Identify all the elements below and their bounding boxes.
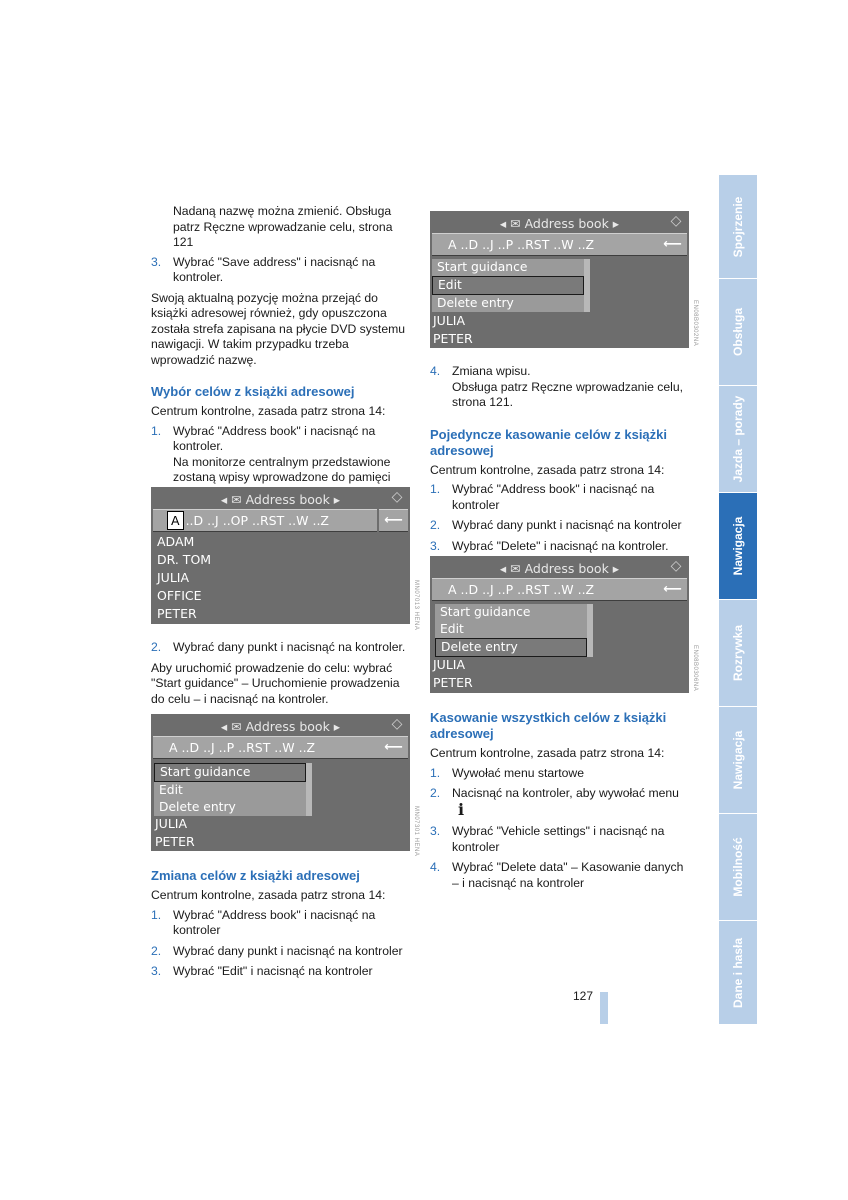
control-center-text: Centrum kontrolne, zasada patrz strona 14: — [430, 462, 665, 477]
list-item: 3. Wybrać "Save address" i nacisnąć na kontroler. — [151, 254, 376, 284]
section-heading-select: Wybór celów z książki adresowej — [151, 384, 355, 399]
alphabet-bar[interactable]: A ..D ..J ..OP ..RST ..W ..Z — [153, 509, 377, 532]
list-item: 1. Wybrać "Address book" i nacisnąć na kontroler. Na monitorze centralnym przedstawione zostaną wpisy wprowadzone do pamięci — [151, 423, 391, 484]
controller-icon: ◇ — [670, 213, 682, 229]
tab-nawigacja[interactable]: Nawigacja — [719, 707, 757, 814]
tab-mobilnosc[interactable]: Mobilność — [719, 814, 757, 921]
list-item: 1. Wybrać "Address book" i nacisnąć na kontroler — [151, 907, 376, 937]
info-icon: i — [458, 799, 465, 819]
alphabet-bar[interactable]: A ..D ..J ..P ..RST ..W ..Z — [432, 233, 658, 256]
enter-button[interactable]: ⟵ — [658, 233, 687, 256]
screen-title: ◂ ✉ Address book ▸ — [220, 719, 341, 734]
controller-icon: ◇ — [670, 558, 682, 574]
control-center-text: Centrum kontrolne, zasada patrz strona 14: — [151, 404, 386, 418]
address-book-screen-1 — [151, 487, 410, 624]
list-item: 1. Wywołać menu startowe — [430, 765, 584, 780]
image-code: MN07013 HENA — [413, 580, 419, 631]
menu-item-start-guidance[interactable]: Start guidance — [440, 605, 531, 619]
controller-icon: ◇ — [391, 716, 403, 732]
menu-item-start-guidance[interactable]: Start guidance — [154, 763, 306, 782]
list-item[interactable]: PETER — [433, 675, 473, 690]
list-item[interactable]: ADAM — [157, 534, 195, 549]
menu-item-edit[interactable]: Edit — [440, 622, 464, 636]
context-menu — [154, 763, 312, 816]
menu-item-edit[interactable]: Edit — [159, 783, 183, 797]
list-item: 2. Wybrać dany punkt i nacisnąć na kontroler — [151, 943, 403, 958]
intro-text: Nadaną nazwę można zmienić. Obsługa patrz Ręczne wprowadzanie celu, strona 121 — [173, 204, 393, 249]
controller-icon: ◇ — [391, 489, 403, 505]
list-item: 2. Wybrać dany punkt i nacisnąć na kontroler. — [151, 640, 406, 654]
list-item: 2. Nacisnąć na kontroler, aby wywołać menu i — [430, 786, 679, 819]
list-item: 4. Wybrać "Delete data" – Kasowanie danych – i nacisnąć na kontroler — [430, 860, 684, 890]
control-center-text: Centrum kontrolne, zasada patrz strona 14: — [430, 746, 665, 760]
tab-rozrywka[interactable]: Rozrywka — [719, 600, 757, 707]
current-position-paragraph: Swoją aktualną pozycję można przejąć do książki adresowej również, gdy opuszczona została strefa zapisana na płycie DVD systemu nawigacji. W takim przypadku trzeba wprowadzić nazwę. — [151, 290, 406, 367]
address-book-screen-2 — [151, 714, 410, 851]
list-item[interactable]: JULIA — [433, 657, 466, 672]
screen-title: ◂ ✉ Address book ▸ — [499, 561, 620, 576]
page-number: 127 — [573, 989, 594, 1003]
menu-item-delete-entry[interactable]: Delete entry — [437, 296, 514, 310]
list-item: 4. Zmiana wpisu. Obsługa patrz Ręczne wprowadzanie celu, strona 121. — [430, 364, 684, 409]
enter-button[interactable]: ⟵ — [379, 509, 408, 532]
address-book-screen-3 — [430, 211, 689, 348]
list-item[interactable]: JULIA — [155, 816, 188, 831]
menu-item-delete-entry[interactable]: Delete entry — [159, 800, 236, 814]
enter-button[interactable]: ⟵ — [658, 578, 687, 601]
list-item[interactable]: PETER — [157, 606, 197, 621]
menu-item-edit[interactable]: Edit — [432, 276, 584, 295]
context-menu — [435, 604, 593, 657]
image-code: EN08B0302NA — [692, 300, 698, 347]
list-item: 3. Wybrać "Edit" i nacisnąć na kontroler — [151, 964, 373, 978]
start-guidance-paragraph: Aby uruchomić prowadzenie do celu: wybrać "Start guidance" – Uruchomienie prowadzenia do celu – i nacisnąć na kontroler. — [151, 660, 400, 706]
context-menu — [432, 259, 590, 312]
list-item[interactable]: PETER — [433, 331, 473, 346]
alphabet-bar[interactable]: A ..D ..J ..P ..RST ..W ..Z — [432, 578, 658, 601]
tab-dane-i-hasla[interactable]: Dane i hasła — [719, 921, 757, 1025]
list-item[interactable]: OFFICE — [157, 588, 202, 603]
list-item[interactable]: JULIA — [433, 313, 466, 328]
menu-item-delete-entry[interactable]: Delete entry — [435, 638, 587, 657]
list-item: 3. Wybrać "Vehicle settings" i nacisnąć na kontroler — [430, 824, 665, 854]
list-item: 2. Wybrać dany punkt i nacisnąć na kontroler — [430, 518, 682, 532]
menu-item-start-guidance[interactable]: Start guidance — [437, 260, 528, 274]
control-center-text: Centrum kontrolne, zasada patrz strona 14: — [151, 888, 386, 902]
tab-jazda-porady[interactable]: Jazda – porady — [719, 386, 757, 493]
tab-obsluga[interactable]: Obsługa — [719, 279, 757, 386]
screen-title: ◂ ✉ Address book ▸ — [220, 492, 341, 507]
list-item[interactable]: JULIA — [157, 570, 190, 585]
enter-button[interactable]: ⟵ — [379, 736, 408, 759]
list-item[interactable]: DR. TOM — [157, 552, 212, 567]
section-heading-single-delete: Pojedyncze kasowanie celów z książki adresowej — [430, 426, 667, 458]
image-code: EN08B0306NA — [692, 645, 698, 692]
tab-spojrzenie[interactable]: Spojrzenie — [719, 175, 757, 279]
list-item: 1. Wybrać "Address book" i nacisnąć na kontroler — [430, 482, 655, 512]
section-heading-delete-all: Kasowanie wszystkich celów z książki adresowej — [430, 710, 667, 741]
right-column — [430, 364, 688, 559]
list-item: 3. Wybrać "Delete" i nacisnąć na kontroler. — [430, 538, 669, 553]
selected-letter[interactable]: A — [167, 511, 184, 530]
page-marker-bar — [600, 992, 608, 1024]
alphabet-bar[interactable]: A ..D ..J ..P ..RST ..W ..Z — [153, 736, 379, 759]
address-book-screen-4 — [430, 556, 689, 693]
section-heading-change: Zmiana celów z książki adresowej — [151, 868, 360, 883]
left-column — [151, 204, 406, 491]
screen-title: ◂ ✉ Address book ▸ — [499, 216, 620, 231]
list-item[interactable]: PETER — [155, 834, 195, 849]
tab-nawigacja-active[interactable]: Nawigacja — [719, 493, 757, 600]
image-code: MN07301 HENA — [413, 806, 419, 857]
